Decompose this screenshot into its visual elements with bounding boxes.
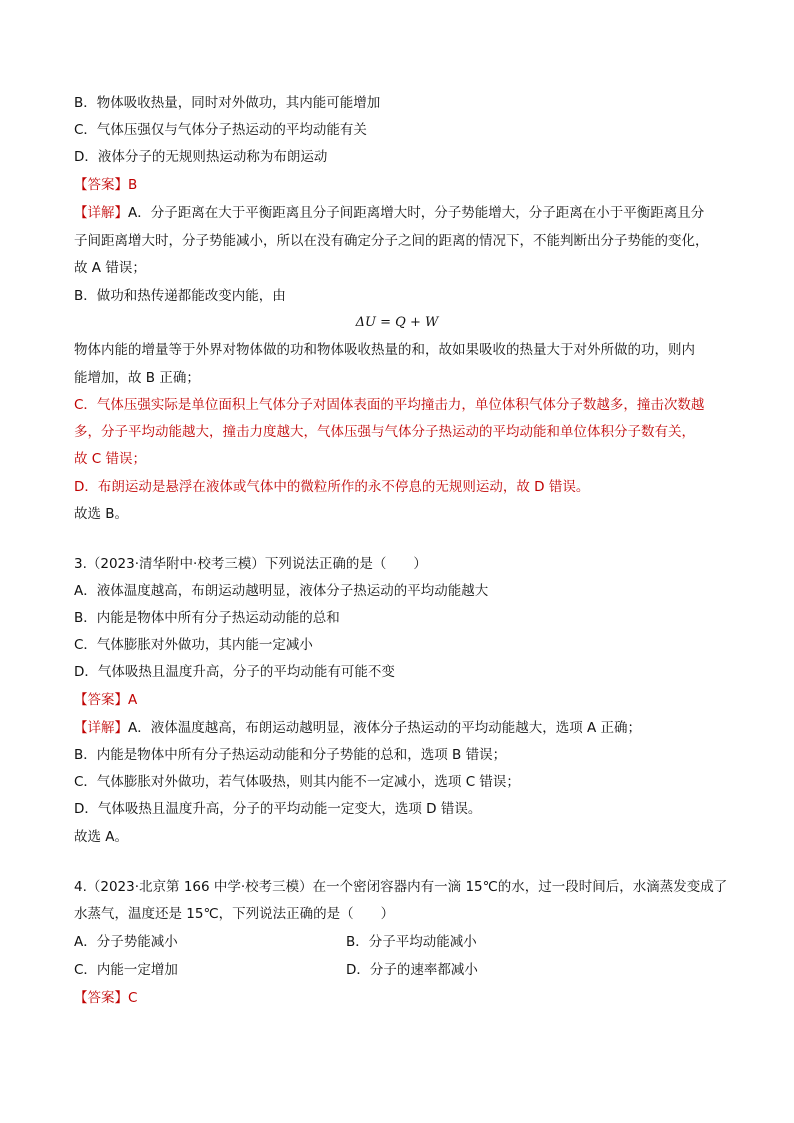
answer-tag: 【答案】 [74,990,128,1006]
option-b: B．物体吸收热量，同时对外做功，其内能可能增加 [74,95,381,111]
option-d: D．液体分子的无规则热运动称为布朗运动 [74,149,328,165]
answer-value: C [128,990,138,1006]
detail-line: B．内能是物体中所有分子热运动动能和分子势能的总和，选项 B 错误； [74,747,507,763]
option-a: A．分子势能减小 [74,934,178,950]
option-c: C．气体膨胀对外做功，其内能一定减小 [74,637,313,653]
detail-line: 子间距离增大时，分子势能减小，所以在没有确定分子之间的距离的情况下，不能判断出分子势能的变化， [74,233,709,249]
detail-line: C．气体膨胀对外做功，若气体吸热，则其内能不一定减小，选项 C 错误； [74,774,520,790]
detail-line: 故 A 错误； [74,260,146,276]
answer-line [74,690,137,710]
detail-line: B．做功和热传递都能改变内能，由 [74,288,286,304]
option-d: D．气体吸热且温度升高，分子的平均动能有可能不变 [74,664,395,680]
detail-line [74,718,641,738]
option-d: D．分子的速率都减小 [346,962,478,978]
choose-line: 故选 B。 [74,506,129,522]
answer-value: A [128,692,138,708]
detail-line: 物体内能的增量等于外界对物体做的功和物体吸收热量的和，故如果吸收的热量大于对外所做的功，则内 [74,342,695,358]
question-4-stem-cont: 水蒸气，温度还是 15℃，下列说法正确的是（ ） [74,906,395,922]
answer-tag: 【答案】 [74,177,128,193]
answer-line [74,988,137,1008]
option-a: A．液体温度越高，布朗运动越明显，液体分子热运动的平均动能越大 [74,583,489,599]
detail-line: D．气体吸热且温度升高，分子的平均动能一定变大，选项 D 错误。 [74,801,482,817]
formula: ΔU = Q + W [355,315,439,330]
detail-text: A．分子距离在大于平衡距离且分子间距离增大时，分子势能增大，分子距离在小于平衡距离且分 [128,205,705,221]
detail-line [74,203,704,223]
answer-value: B [128,177,138,193]
detail-tag: 【详解】 [74,205,128,221]
question-4-stem: 4.（2023·北京第 166 中学·校考三模）在一个密闭容器内有一滴 15℃的水，过一段时间后，水滴蒸发变成了 [74,879,728,895]
detail-line: D．布朗运动是悬浮在液体或气体中的微粒所作的永不停息的无规则运动，故 D 错误。 [74,479,590,495]
choose-line: 故选 A。 [74,829,129,845]
option-b: B．内能是物体中所有分子热运动动能的总和 [74,610,340,626]
detail-line: C．气体压强实际是单位面积上气体分子对固体表面的平均撞击力，单位体积气体分子数越多，撞击次数越 [74,397,705,413]
detail-line: 多，分子平均动能越大，撞击力度越大，气体压强与气体分子热运动的平均动能和单位体积分子数有关， [74,424,695,440]
answer-tag: 【答案】 [74,692,128,708]
detail-line: 故 C 错误； [74,451,147,467]
option-c: C．内能一定增加 [74,962,178,978]
detail-line: 能增加，故 B 正确； [74,370,200,386]
option-b: B．分子平均动能减小 [346,934,477,950]
detail-text: A．液体温度越高，布朗运动越明显，液体分子热运动的平均动能越大，选项 A 正确； [128,720,642,736]
question-3-stem: 3.（2023·清华附中·校考三模）下列说法正确的是（ ） [74,556,427,572]
option-c: C．气体压强仅与气体分子热运动的平均动能有关 [74,122,367,138]
answer-line [74,175,137,195]
detail-tag: 【详解】 [74,720,128,736]
